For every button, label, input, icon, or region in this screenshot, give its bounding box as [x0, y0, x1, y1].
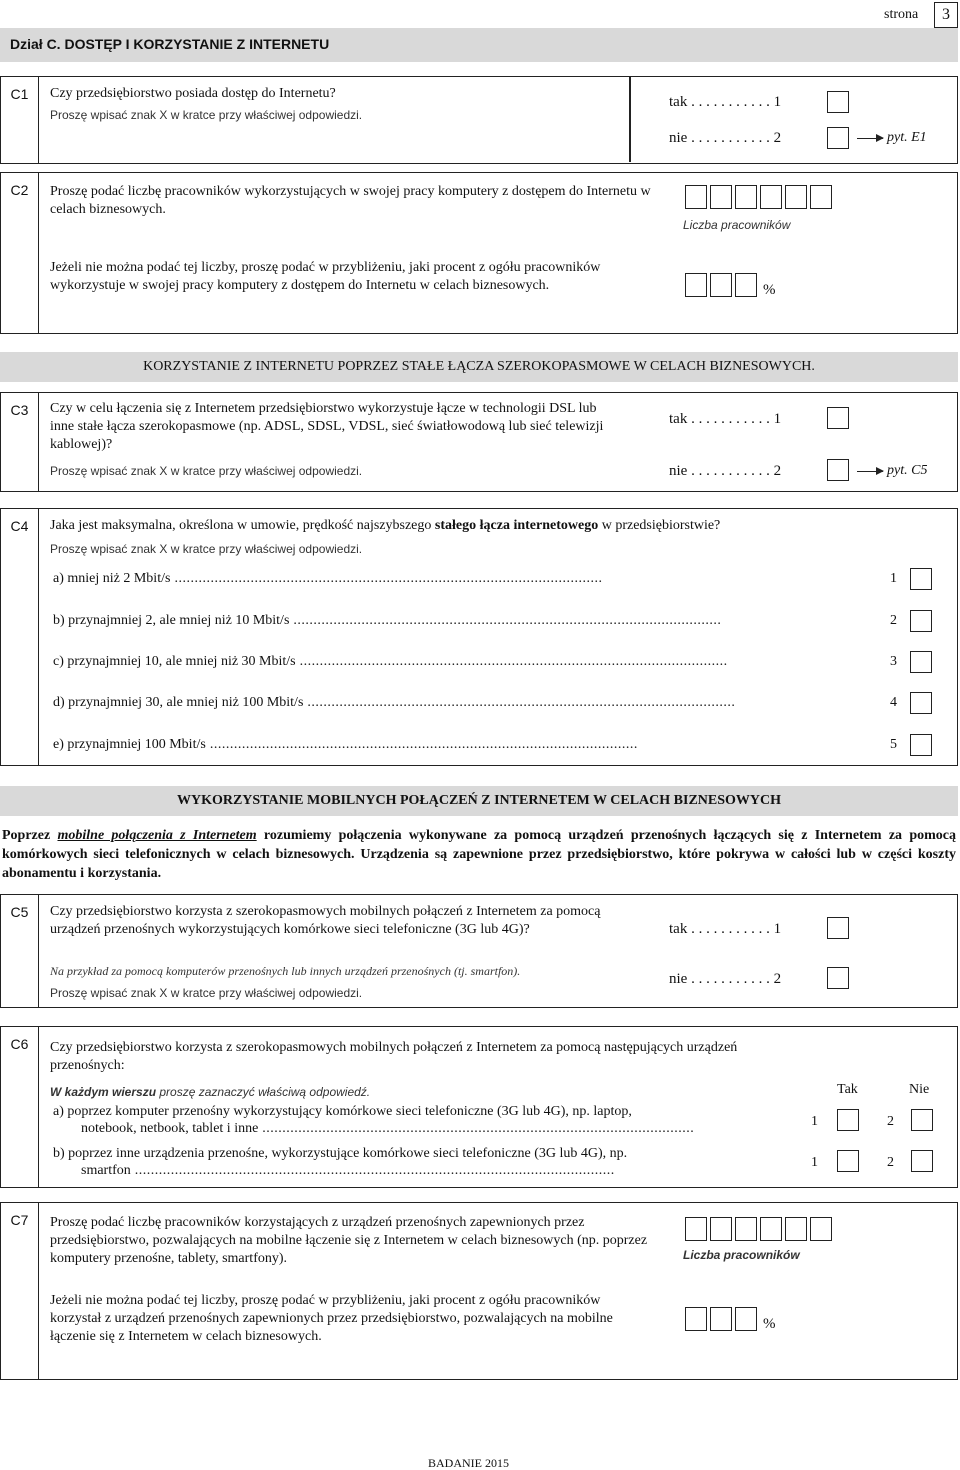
section-band-fixed: KORZYSTANIE Z INTERNETU POPRZEZ STAŁE ŁĄCZA SZEROKOPASMOWE W CELACH BIZNESOWYCH. [0, 352, 958, 382]
question-id: C6 [1, 1027, 39, 1187]
row-a-yes-code: 1 [811, 1114, 818, 1129]
instruction: Proszę wpisać znak X w kratce przy właściwej odpowiedzi. [50, 542, 363, 556]
section-band-mobile: WYKORZYSTANIE MOBILNYCH POŁĄCZEŃ Z INTERNETEM W CELACH BIZNESOWYCH [0, 786, 958, 816]
skip-arrow-icon [857, 138, 883, 139]
question-c2 [0, 172, 958, 334]
question-text: Czy przedsiębiorstwo posiada dostęp do Internetu? [50, 86, 336, 101]
definition-pre: Poprzez [2, 828, 58, 843]
question-c1 [0, 76, 958, 164]
question-c7 [0, 1202, 958, 1380]
alt-question-text: Jeżeli nie można podać tej liczby, proszę podać w przybliżeniu, jaki procent z ogółu pracowników korzystał z urządzeń przenośnych zapewnionych przez przedsiębiorstwo, pozwalających na mobilne łączenie się z Internetem w celach biznesowych. [50, 1293, 613, 1344]
option-c: c) przynajmniej 10, ale mniej niż 30 Mbit/s ........................................................................................................... [53, 654, 728, 669]
option-e: e) przynajmniej 100 Mbit/s ........................................................................................................... [53, 737, 638, 752]
definition-term: mobilne połączenia z Internetem [57, 828, 257, 843]
option-no-checkbox[interactable] [827, 967, 849, 989]
question-text-bold: stałego łącza internetowego [434, 518, 599, 533]
col-no-header: Nie [909, 1082, 930, 1097]
row-instruction-rest: proszę zaznaczyć właściwą odpowiedź. [156, 1085, 371, 1099]
question-text: Proszę podać liczbę pracowników wykorzystujących w swojej pracy komputery z dostępem do Internetu w celach biznesowych. [50, 184, 651, 217]
row-instruction-emph: W każdym wierszu [50, 1085, 157, 1099]
question-text: Czy przedsiębiorstwo korzysta z szerokopasmowych mobilnych połączeń z Internetem za pomocą następujących urządzeń przenośnych: [50, 1040, 738, 1073]
question-text-pre: Jaka jest maksymalna, określona w umowie, prędkość najszybszego [50, 518, 435, 533]
row-b-line1: b) poprzez inne urządzenia przenośne, wykorzystujące komórkowe sieci telefoniczne (3G lub 4G), np. [53, 1146, 628, 1161]
question-text: Czy w celu łączenia się z Internetem przedsiębiorstwo wykorzystuje łącze w technologii DSL lub inne stałe łącza szerokopasmowe (np. ADSL, SDSL, VDSL, sieć światłowodową lub sieć telewizji kablowej)? [50, 401, 604, 452]
option-code: 1 [890, 571, 897, 586]
option-label: a) mniej niż 2 Mbit/s [53, 571, 171, 586]
question-text-post: w przedsiębiorstwie? [598, 518, 721, 533]
option-label: c) przynajmniej 10, ale mniej niż 30 Mbit/s [53, 654, 296, 669]
skip-target: pyt. C5 [887, 463, 928, 478]
question-text: Proszę podać liczbę pracowników korzystających z urządzeń przenośnych zapewnionych przez przedsiębiorstwo, pozwalających na mobilne łączenie się z Internetem w celach biznesowych (np. poprzez komputery przenośne, tablety, smartfony). [50, 1215, 648, 1266]
row-a-no-code: 2 [887, 1114, 894, 1129]
option-b-checkbox[interactable] [910, 610, 932, 632]
question-id: C7 [1, 1203, 39, 1379]
instruction: Proszę wpisać znak X w kratce przy właściwej odpowiedzi. [50, 464, 363, 478]
option-code: 2 [890, 613, 897, 628]
option-yes-label: tak . . . . . . . . . . . 1 [669, 94, 782, 110]
row-b-yes-code: 1 [811, 1155, 818, 1170]
question-id: C1 [1, 77, 39, 163]
option-d-checkbox[interactable] [910, 692, 932, 714]
option-e-checkbox[interactable] [910, 734, 932, 756]
option-code: 4 [890, 695, 897, 710]
vline [629, 77, 631, 162]
option-yes-checkbox[interactable] [827, 917, 849, 939]
definition-post: rozumiemy połączenia wykonywane za pomocą urządzeń przenośnych łączących się z Internetem za pomocą komórkowych sieci telefonicznych w celach biznesowych. Urządzenia są zapewnione przez przedsiębiorstwo, które pokrywa w całości lub w części koszty abonamentu i korzystania. [2, 828, 957, 881]
question-id: C5 [1, 895, 39, 1007]
employee-count-label: Liczba pracowników [683, 1248, 800, 1262]
section-title-band [0, 28, 958, 62]
option-yes-checkbox[interactable] [827, 91, 849, 113]
option-label: b) przynajmniej 2, ale mniej niż 10 Mbit/s [53, 613, 290, 628]
footer-label: BADANIE 2015 [428, 1456, 509, 1470]
question-id: C3 [1, 393, 39, 491]
option-yes-label: tak . . . . . . . . . . . 1 [669, 921, 782, 937]
question-text: Czy przedsiębiorstwo korzysta z szerokopasmowych mobilnych połączeń z Internetem za pomocą urządzeń przenośnych wykorzystujących komórkowe sieci telefoniczne (3G lub 4G)? [50, 904, 601, 937]
option-no-label: nie . . . . . . . . . . . 2 [669, 971, 782, 987]
option-no-label: nie . . . . . . . . . . . 2 [669, 130, 782, 146]
skip-arrow-icon [857, 471, 883, 472]
option-d: d) przynajmniej 30, ale mniej niż 100 Mbit/s ........................................................................................................... [53, 695, 736, 710]
instruction: Proszę wpisać znak X w kratce przy właściwej odpowiedzi. [50, 986, 363, 1000]
skip-target: pyt. E1 [887, 130, 927, 145]
row-a-line2: notebook, netbook, tablet i inne ............................................................................................................ [81, 1121, 695, 1136]
option-label: e) przynajmniej 100 Mbit/s [53, 737, 206, 752]
option-label: d) przynajmniej 30, ale mniej niż 100 Mbit/s [53, 695, 304, 710]
question-c5 [0, 894, 958, 1008]
section-title: Dział C. DOSTĘP I KORZYSTANIE Z INTERNETU [10, 36, 330, 52]
option-code: 3 [890, 654, 897, 669]
option-a-checkbox[interactable] [910, 568, 932, 590]
row-b-yes-checkbox[interactable] [837, 1150, 859, 1172]
option-a: a) mniej niż 2 Mbit/s ........................................................................................................... [53, 571, 603, 586]
percent-sign: % [763, 1316, 776, 1332]
row-b-no-code: 2 [887, 1155, 894, 1170]
option-no-label: nie . . . . . . . . . . . 2 [669, 463, 782, 479]
option-c-checkbox[interactable] [910, 651, 932, 673]
question-id: C4 [1, 509, 39, 765]
row-a-line1: a) poprzez komputer przenośny wykorzystujący komórkowe sieci telefoniczne (3G lub 4G), np. laptop, [53, 1104, 632, 1119]
option-no-checkbox[interactable] [827, 459, 849, 481]
row-a-yes-checkbox[interactable] [837, 1109, 859, 1131]
option-b: b) przynajmniej 2, ale mniej niż 10 Mbit/s ........................................................................................................... [53, 613, 722, 628]
option-yes-checkbox[interactable] [827, 407, 849, 429]
row-instruction [50, 1083, 370, 1101]
question-c4 [0, 508, 958, 766]
percent-sign: % [763, 282, 776, 298]
example-text: Na przykład za pomocą komputerów przenośnych lub innych urządzeń przenośnych (tj. smartfon). [50, 964, 521, 978]
question-c6 [0, 1026, 958, 1188]
row-b-line2: smartfon ........................................................................................................................ [81, 1163, 615, 1178]
alt-question-text: Jeżeli nie można podać tej liczby, proszę podać w przybliżeniu, jaki procent z ogółu pracowników wykorzystuje w swojej pracy komputery z dostępem do Internetu w celach biznesowych. [50, 260, 601, 293]
question-c3 [0, 392, 958, 492]
row-a-no-checkbox[interactable] [911, 1109, 933, 1131]
employee-count-label: Liczba pracowników [683, 218, 791, 232]
row-b-no-checkbox[interactable] [911, 1150, 933, 1172]
page-number: 3 [934, 2, 958, 28]
option-code: 5 [890, 737, 897, 752]
question-id: C2 [1, 173, 39, 333]
instruction: Proszę wpisać znak X w kratce przy właściwej odpowiedzi. [50, 108, 363, 122]
definition-paragraph [2, 826, 956, 883]
page-label: strona [884, 7, 919, 22]
option-yes-label: tak . . . . . . . . . . . 1 [669, 411, 782, 427]
option-no-checkbox[interactable] [827, 127, 849, 149]
question-text [50, 517, 720, 535]
col-yes-header: Tak [837, 1082, 858, 1097]
